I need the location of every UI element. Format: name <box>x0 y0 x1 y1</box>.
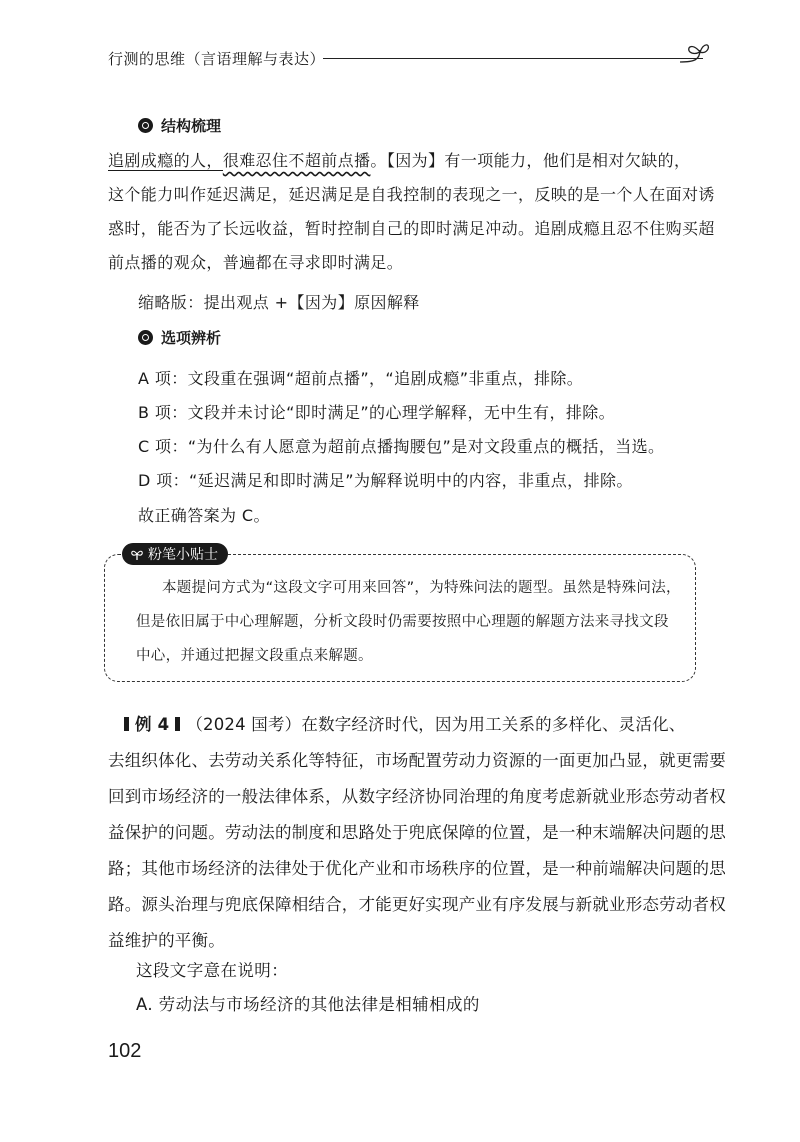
structure-line: 前点播的观众，普遍都在寻求即时满足。 <box>108 253 404 272</box>
page-number: 102 <box>108 1040 142 1062</box>
structure-line <box>108 144 708 178</box>
underlined-phrase: 追剧成瘾的人， <box>108 151 223 170</box>
structure-line: 这个能力叫作延迟满足，延迟满足是自我控制的表现之一，反映的是一个人在面对诱 <box>108 185 715 204</box>
tip-text <box>136 571 681 673</box>
label-bar-icon <box>124 717 129 731</box>
structure-line-rest: 。【因为】有一项能力，他们是相对欠缺的， <box>370 151 691 170</box>
question-stem: 这段文字意在说明： <box>136 961 289 980</box>
sprout-icon <box>130 547 144 561</box>
structure-heading-label: 结构梳理 <box>161 117 222 135</box>
circle-bullet-icon <box>138 118 153 133</box>
options-heading <box>138 327 221 348</box>
example-paragraph <box>108 707 726 959</box>
options-heading-label: 选项辨析 <box>161 329 222 347</box>
tip-badge <box>122 543 228 565</box>
example-line: 回到市场经济的一般法律体系，从数字经济协同治理的角度考虑新就业形态劳动者权 <box>108 787 726 806</box>
example-line: 路。源头治理与兜底保障相结合，才能更好实现产业有序发展与新就业形态劳动者权 <box>108 895 726 914</box>
header-title: 行测的思维（言语理解与表达） <box>108 50 326 68</box>
sprout-icon <box>668 40 712 70</box>
tip-line: 中心，并通过把握文段重点来解题。 <box>136 648 373 664</box>
structure-summary: 缩略版：提出观点 +【因为】原因解释 <box>138 293 420 312</box>
option-a-analysis: A 项：文段重在强调“超前点播”，“追剧成瘾”非重点，排除。 <box>138 369 584 388</box>
header-rule <box>323 58 703 60</box>
structure-heading <box>138 115 221 136</box>
example-line: 路；其他市场经济的法律处于优化产业和市场秩序的位置，是一种前端解决问题的思 <box>108 859 726 878</box>
example-line <box>108 707 708 743</box>
structure-paragraph <box>108 144 715 280</box>
label-bar-icon <box>175 717 180 731</box>
option-b-analysis: B 项：文段并未讨论“即时满足”的心理学解释，无中生有，排除。 <box>138 403 616 422</box>
tip-line: 但是依旧属于中心理解题，分析文段时仍需要按照中心理题的解题方法来寻找文段 <box>136 614 669 630</box>
answer-line: 故正确答案为 C。 <box>138 506 270 525</box>
option-a: A. 劳动法与市场经济的其他法律是相辅相成的 <box>136 995 480 1014</box>
option-c-analysis: C 项：“为什么有人愿意为超前点播掏腰包”是对文段重点的概括，当选。 <box>138 437 665 456</box>
wavy-underlined-phrase: 很难忍住不超前点播 <box>222 151 371 170</box>
option-d-analysis: D 项：“延迟满足和即时满足”为解释说明中的内容，非重点，排除。 <box>138 471 633 490</box>
running-header <box>108 44 708 72</box>
example-line: 益保护的问题。劳动法的制度和思路处于兜底保障的位置，是一种末端解决问题的思 <box>108 823 726 842</box>
example-label: 例 4 <box>135 715 170 734</box>
tip-line: 本题提问方式为“这段文字可用来回答”，为特殊问法的题型。虽然是特殊问法， <box>162 580 681 596</box>
example-first-line: （2024 国考）在数字经济时代，因为用工关系的多样化、灵活化、 <box>186 715 686 734</box>
circle-bullet-icon <box>138 330 153 345</box>
tip-badge-label: 粉笔小贴士 <box>148 547 218 563</box>
example-line: 去组织体化、去劳动关系化等特征，市场配置劳动力资源的一面更加凸显，就更需要 <box>108 751 726 770</box>
example-line: 益维护的平衡。 <box>108 931 225 950</box>
structure-line: 惑时，能否为了长远收益，暂时控制自己的即时满足冲动。追剧成瘾且忍不住购买超 <box>108 219 715 238</box>
